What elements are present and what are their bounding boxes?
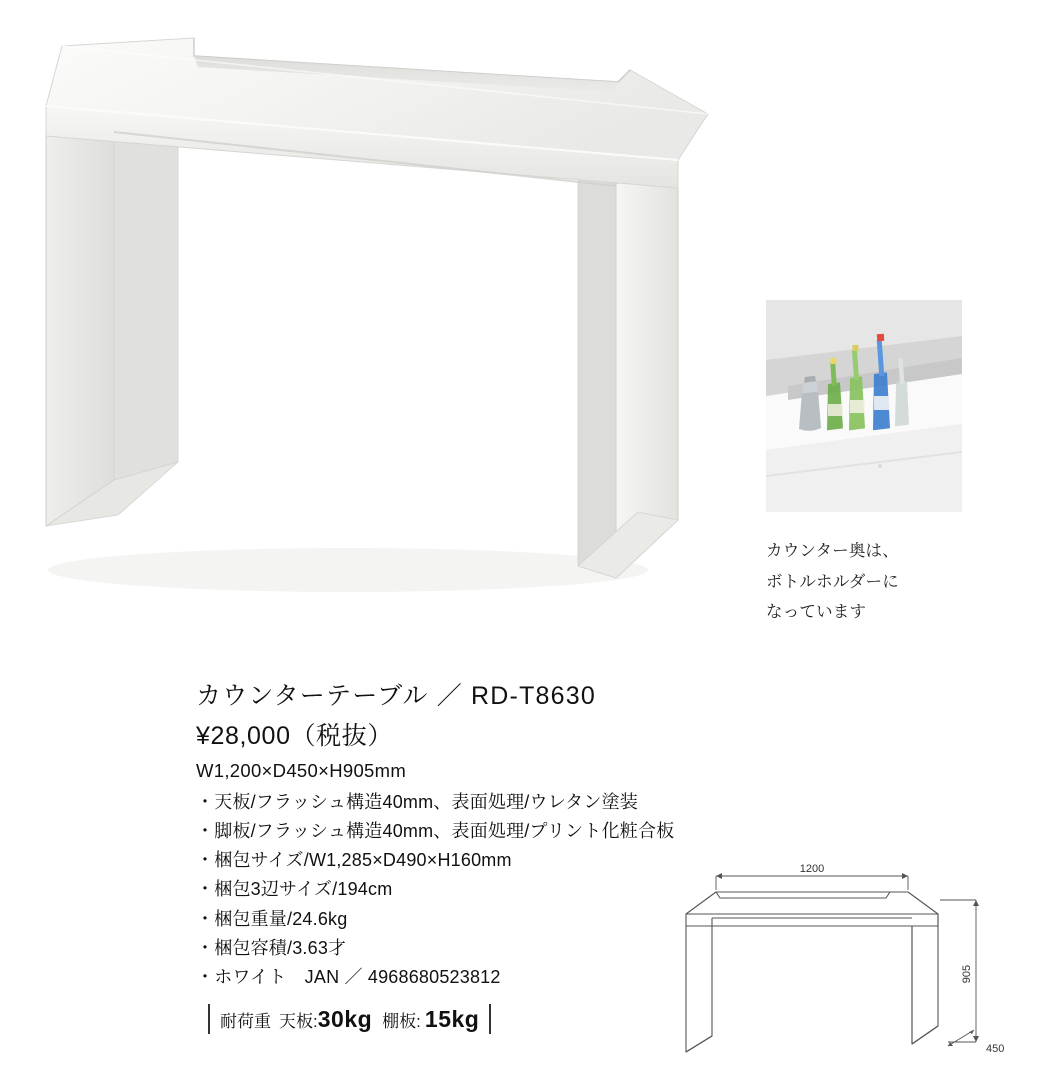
spec-line: ・梱包重量/24.6kg: [196, 908, 348, 929]
load-capacity-label: 耐荷重: [220, 1011, 271, 1031]
spec-line: ・脚板/フラッシュ構造40mm、表面処理/プリント化粧合板: [196, 821, 675, 842]
load-capacity-shelf-value: 15kg: [424, 1005, 480, 1032]
inset-caption-line-1: カウンター奥は、: [766, 542, 899, 560]
line-drawing-svg: [676, 856, 1028, 1072]
spec-line: ・天板/フラッシュ構造40mm、表面処理/ウレタン塗装: [196, 792, 638, 812]
product-price: ¥28,000（税抜）: [196, 722, 393, 750]
dimension-line-drawing: [676, 856, 1028, 1072]
spec-line: ・梱包3辺サイズ/194cm: [196, 879, 393, 900]
counter-table-illustration: [18, 10, 718, 630]
divider-right: [489, 1004, 491, 1034]
inset-caption-line-2: ボトルホルダーに: [766, 572, 899, 591]
load-capacity-top-label: 天板:: [279, 1011, 318, 1031]
load-capacity-badge: [196, 1004, 501, 1034]
bottle-holder-illustration: [766, 300, 962, 512]
spec-line: ・梱包サイズ/W1,285×D490×H160mm: [196, 850, 512, 871]
load-capacity-top-value: 30kg: [317, 1005, 373, 1032]
drawing-depth-label: 450: [986, 1043, 1005, 1055]
spec-line: ・梱包容積/3.63才: [196, 937, 347, 958]
bottle-holder-detail-photo: [766, 300, 962, 512]
product-title: カウンターテーブル ／ RD-T8630: [196, 682, 596, 710]
product-dimensions: W1,200×D450×H905mm: [196, 760, 407, 781]
inset-caption: [766, 536, 986, 628]
product-main-photo: [18, 10, 718, 630]
load-capacity-shelf-label: 棚板:: [382, 1011, 421, 1031]
spec-line: ・ホワイト JAN ／ 4968680523812: [196, 966, 501, 987]
drawing-height-label: 905: [961, 964, 973, 984]
divider-left: [208, 1004, 210, 1034]
drawing-width-label: 1200: [799, 863, 825, 875]
inset-caption-line-3: なっています: [766, 603, 867, 622]
